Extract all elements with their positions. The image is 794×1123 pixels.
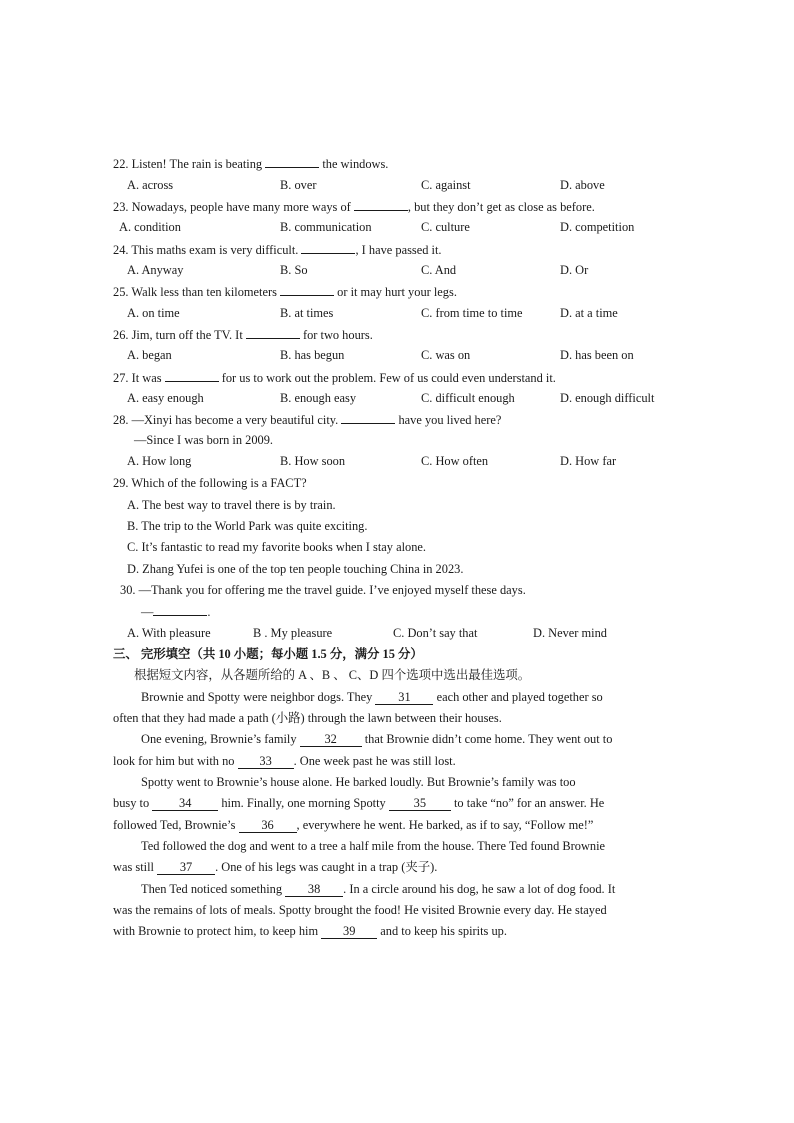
- option-b: B. How soon: [280, 454, 346, 468]
- passage-line: [113, 753, 456, 769]
- blank-34: 34: [152, 796, 218, 811]
- passage-line: [141, 731, 612, 747]
- blank-32: 32: [300, 732, 362, 747]
- passage-text: . In a circle around his dog, he saw a lot of dog food. It: [343, 882, 616, 896]
- passage-line: [113, 795, 604, 811]
- question-stem: 27. It was: [113, 371, 165, 385]
- answer-blank: [265, 155, 319, 168]
- passage-text: him. Finally, one morning Spotty: [218, 796, 389, 810]
- option-a: A. across: [127, 178, 174, 192]
- blank-35: 35: [389, 796, 451, 811]
- passage-line: [141, 689, 603, 705]
- option-b: B. over: [280, 178, 317, 192]
- question-stem: for us to work out the problem. Few of us could even understand it.: [218, 371, 556, 385]
- question-29: 29. Which of the following is a FACT?: [113, 476, 307, 490]
- dialogue-reply: [141, 603, 211, 620]
- option-a: A. condition: [119, 220, 181, 234]
- option-b: B. has begun: [280, 348, 345, 362]
- question-24: [113, 241, 442, 258]
- question-stem: 24. This maths exam is very difficult.: [113, 243, 302, 257]
- option-d: D. Zhang Yufei is one of the top ten people touching China in 2023.: [127, 562, 464, 576]
- passage-line: [113, 859, 437, 875]
- option-b: B. enough easy: [280, 391, 357, 405]
- answer-blank: [301, 241, 355, 254]
- question-28: [113, 411, 501, 428]
- option-b: B. at times: [280, 306, 334, 320]
- question-stem: 28. —Xinyi has become a very beautiful city.: [113, 413, 342, 427]
- dash: —: [141, 605, 154, 619]
- option-d: D. has been on: [560, 348, 634, 362]
- option-a: A. With pleasure: [127, 626, 211, 640]
- question-stem: , but they don’t get as close as before.: [407, 200, 595, 214]
- question-stem: 25. Walk less than ten kilometers: [113, 285, 281, 299]
- question-23: [113, 198, 595, 215]
- section-title: 三、 完形填空（共 10 小题；每小题 1.5 分，满分 15 分）: [113, 647, 423, 661]
- option-c: C. It’s fantastic to read my favorite books when I stay alone.: [127, 540, 427, 554]
- option-d: D. enough difficult: [560, 391, 655, 405]
- option-d: D. at a time: [560, 306, 618, 320]
- option-c: C. difficult enough: [421, 391, 515, 405]
- dialogue-reply: —Since I was born in 2009.: [134, 433, 274, 447]
- passage-line: often that they had made a path (小路) through the lawn between their houses.: [113, 711, 502, 725]
- question-stem: 22. Listen! The rain is beating: [113, 157, 266, 171]
- option-a: A. easy enough: [127, 391, 204, 405]
- option-a: A. Anyway: [127, 263, 184, 277]
- passage-line: [113, 817, 593, 833]
- option-d: D. How far: [560, 454, 617, 468]
- passage-text: look for him but with no: [113, 754, 238, 768]
- question-30: 30. —Thank you for offering me the travel guide. I’ve enjoyed myself these days.: [120, 583, 526, 597]
- option-c: C. culture: [421, 220, 470, 234]
- option-a: A. on time: [127, 306, 180, 320]
- option-a: A. How long: [127, 454, 192, 468]
- question-stem: for two hours.: [299, 328, 373, 342]
- option-c: C. Don’t say that: [393, 626, 478, 640]
- passage-text: to take “no” for an answer. He: [450, 796, 605, 810]
- answer-blank: [354, 198, 408, 211]
- passage-text: that Brownie didn’t come home. They went out to: [361, 732, 613, 746]
- passage-text: was still: [113, 860, 158, 874]
- blank-36: 36: [239, 818, 297, 833]
- section-instruction: 根据短文内容，从各题所给的 A 、B 、 C、D 四个选项中选出最佳选项。: [134, 668, 531, 682]
- answer-blank: [246, 326, 300, 339]
- question-25: [113, 283, 457, 300]
- option-c: C. And: [421, 263, 457, 277]
- question-26: [113, 326, 373, 343]
- period: .: [207, 605, 211, 619]
- question-22: [113, 155, 388, 172]
- answer-blank: [341, 411, 395, 424]
- passage-text: and to keep his spirits up.: [377, 924, 507, 938]
- option-d: D. Never mind: [533, 626, 607, 640]
- blank-31: 31: [375, 690, 433, 705]
- question-stem: , I have passed it.: [355, 243, 442, 257]
- option-c: C. against: [421, 178, 471, 192]
- option-d: D. Or: [560, 263, 589, 277]
- option-a: A. The best way to travel there is by train.: [127, 498, 336, 512]
- passage-line: Spotty went to Brownie’s house alone. He barked loudly. But Brownie’s family was too: [141, 775, 576, 789]
- passage-line: was the remains of lots of meals. Spotty brought the food! He visited Brownie every day. He stayed: [113, 903, 607, 917]
- question-27: [113, 369, 556, 386]
- blank-38: 38: [285, 882, 343, 897]
- passage-line: Ted followed the dog and went to a tree a half mile from the house. There Ted found Brownie: [141, 839, 606, 853]
- question-stem: 23. Nowadays, people have many more ways of: [113, 200, 354, 214]
- option-b: B. So: [280, 263, 308, 277]
- passage-text: busy to: [113, 796, 153, 810]
- option-d: D. above: [560, 178, 605, 192]
- passage-text: . One week past he was still lost.: [293, 754, 456, 768]
- option-b: B . My pleasure: [253, 626, 333, 640]
- passage-text: Brownie and Spotty were neighbor dogs. They: [141, 690, 376, 704]
- passage-text: Then Ted noticed something: [141, 882, 286, 896]
- passage-text: with Brownie to protect him, to keep him: [113, 924, 322, 938]
- blank-33: 33: [238, 754, 294, 769]
- passage-line: [141, 881, 615, 897]
- passage-text: . One of his legs was caught in a trap (夹子).: [215, 860, 438, 874]
- question-stem: the windows.: [319, 157, 389, 171]
- option-b: B. communication: [280, 220, 372, 234]
- passage-text: each other and played together so: [433, 690, 603, 704]
- passage-text: One evening, Brownie’s family: [141, 732, 300, 746]
- option-d: D. competition: [560, 220, 635, 234]
- option-c: C. How often: [421, 454, 489, 468]
- answer-blank: [280, 283, 334, 296]
- question-stem: or it may hurt your legs.: [334, 285, 457, 299]
- question-stem: have you lived here?: [395, 413, 502, 427]
- passage-text: followed Ted, Brownie’s: [113, 818, 239, 832]
- passage-line: [113, 923, 507, 939]
- option-c: C. from time to time: [421, 306, 523, 320]
- answer-blank: [153, 603, 207, 616]
- answer-blank: [165, 369, 219, 382]
- blank-39: 39: [321, 924, 377, 939]
- passage-text: , everywhere he went. He barked, as if to say, “Follow me!”: [296, 818, 594, 832]
- option-b: B. The trip to the World Park was quite exciting.: [127, 519, 368, 533]
- question-stem: 26. Jim, turn off the TV. It: [113, 328, 246, 342]
- option-c: C. was on: [421, 348, 471, 362]
- blank-37: 37: [157, 860, 215, 875]
- option-a: A. began: [127, 348, 172, 362]
